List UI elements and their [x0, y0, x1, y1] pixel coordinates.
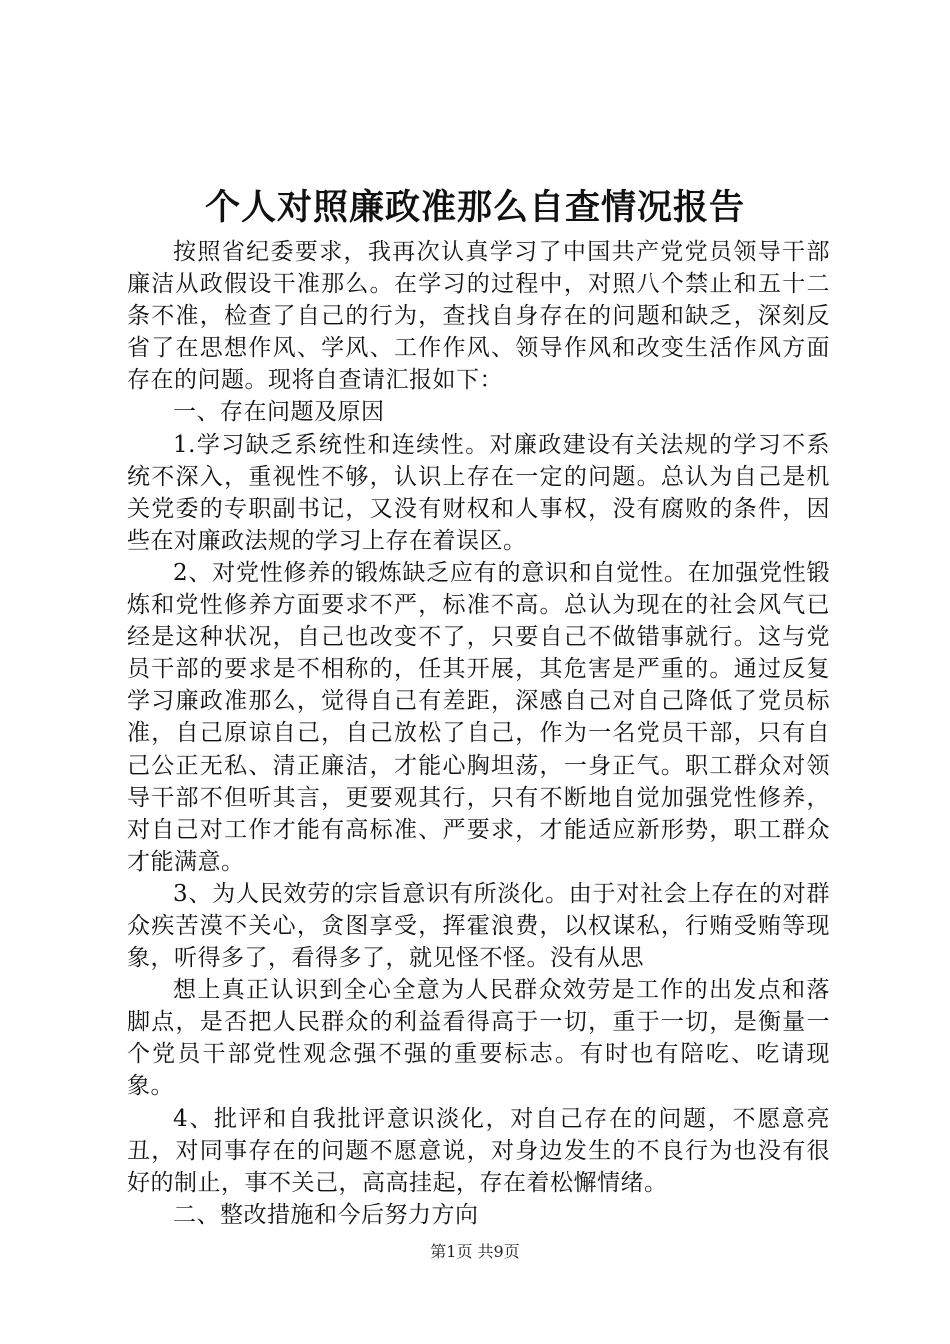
paragraph-item-3: 3、为人民效劳的宗旨意识有所淡化。由于对社会上存在的对群众疾苦漠不关心，贪图享受，挥霍浪费，以权谋私，行贿受贿等现象，听得多了，看得多了，就见怪不怪。没有从思: [127, 880, 830, 972]
paragraph-item-4: 4、批评和自我批评意识淡化，对自己存在的问题，不愿意亮丑，对同事存在的问题不愿意说，对身边发生的不良行为也没有很好的制止，事不关己，高高挂起，存在着松懈情绪。: [127, 1105, 830, 1196]
paragraph-item-3-continued: 想上真正认识到全心全意为人民群众效劳是工作的出发点和落脚点，是否把人民群众的利益看得高于一切，重于一切，是衡量一个党员干部党性观念强不强的重要标志。有时也有陪吃、吃请现象。: [127, 977, 830, 1100]
paragraph-intro: 按照省纪委要求，我再次认真学习了中国共产党党员领导干部廉洁从政假设干准那么。在学习的过程中，对照八个禁止和五十二条不准，检查了自己的行为，查找自身存在的问题和缺乏，深刻反省了在思想作风、学风、工作作风、领导作风和改变生活作风方面存在的问题。现将自查请汇报如下：: [127, 239, 830, 394]
section-heading-measures: 二、整改措施和今后努力方向: [173, 1201, 479, 1228]
paragraph-item-2: 2、对党性修养的锻炼缺乏应有的意识和自觉性。在加强党性锻炼和党性修养方面要求不严，标准不高。总认为现在的社会风气已经是这种状况，自己也改变不了，只要自己不做错事就行。这与党员干部的要求是不相称的，任其开展，其危害是严重的。通过反复学习廉政准那么，觉得自己有差距，深感自己对自己降低了党员标准，自己原谅自己，自己放松了自己，作为一名党员干部，只有自己公正无私、清正廉洁，才能心胸坦荡，一身正气。职工群众对领导干部不但听其言，更要观其行，只有不断地自觉加强党性修养，对自己对工作才能有高标准、严要求，才能适应新形势，职工群众才能满意。: [127, 559, 830, 875]
document-title: 个人对照廉政准那么自查情况报告: [204, 187, 745, 228]
page-number-footer: 第1页 共9页: [430, 1242, 520, 1261]
document-body: [127, 236, 830, 1231]
paragraph-item-1: 1.学习缺乏系统性和连续性。对廉政建设有关法规的学习不系统不深入，重视性不够，认识上存在一定的问题。总认为自己是机关党委的专职副书记，又没有财权和人事权，没有腐败的条件，因些在对廉政法规的学习上存在着误区。: [127, 431, 830, 554]
section-heading-problems: 一、存在问题及原因: [173, 399, 385, 426]
